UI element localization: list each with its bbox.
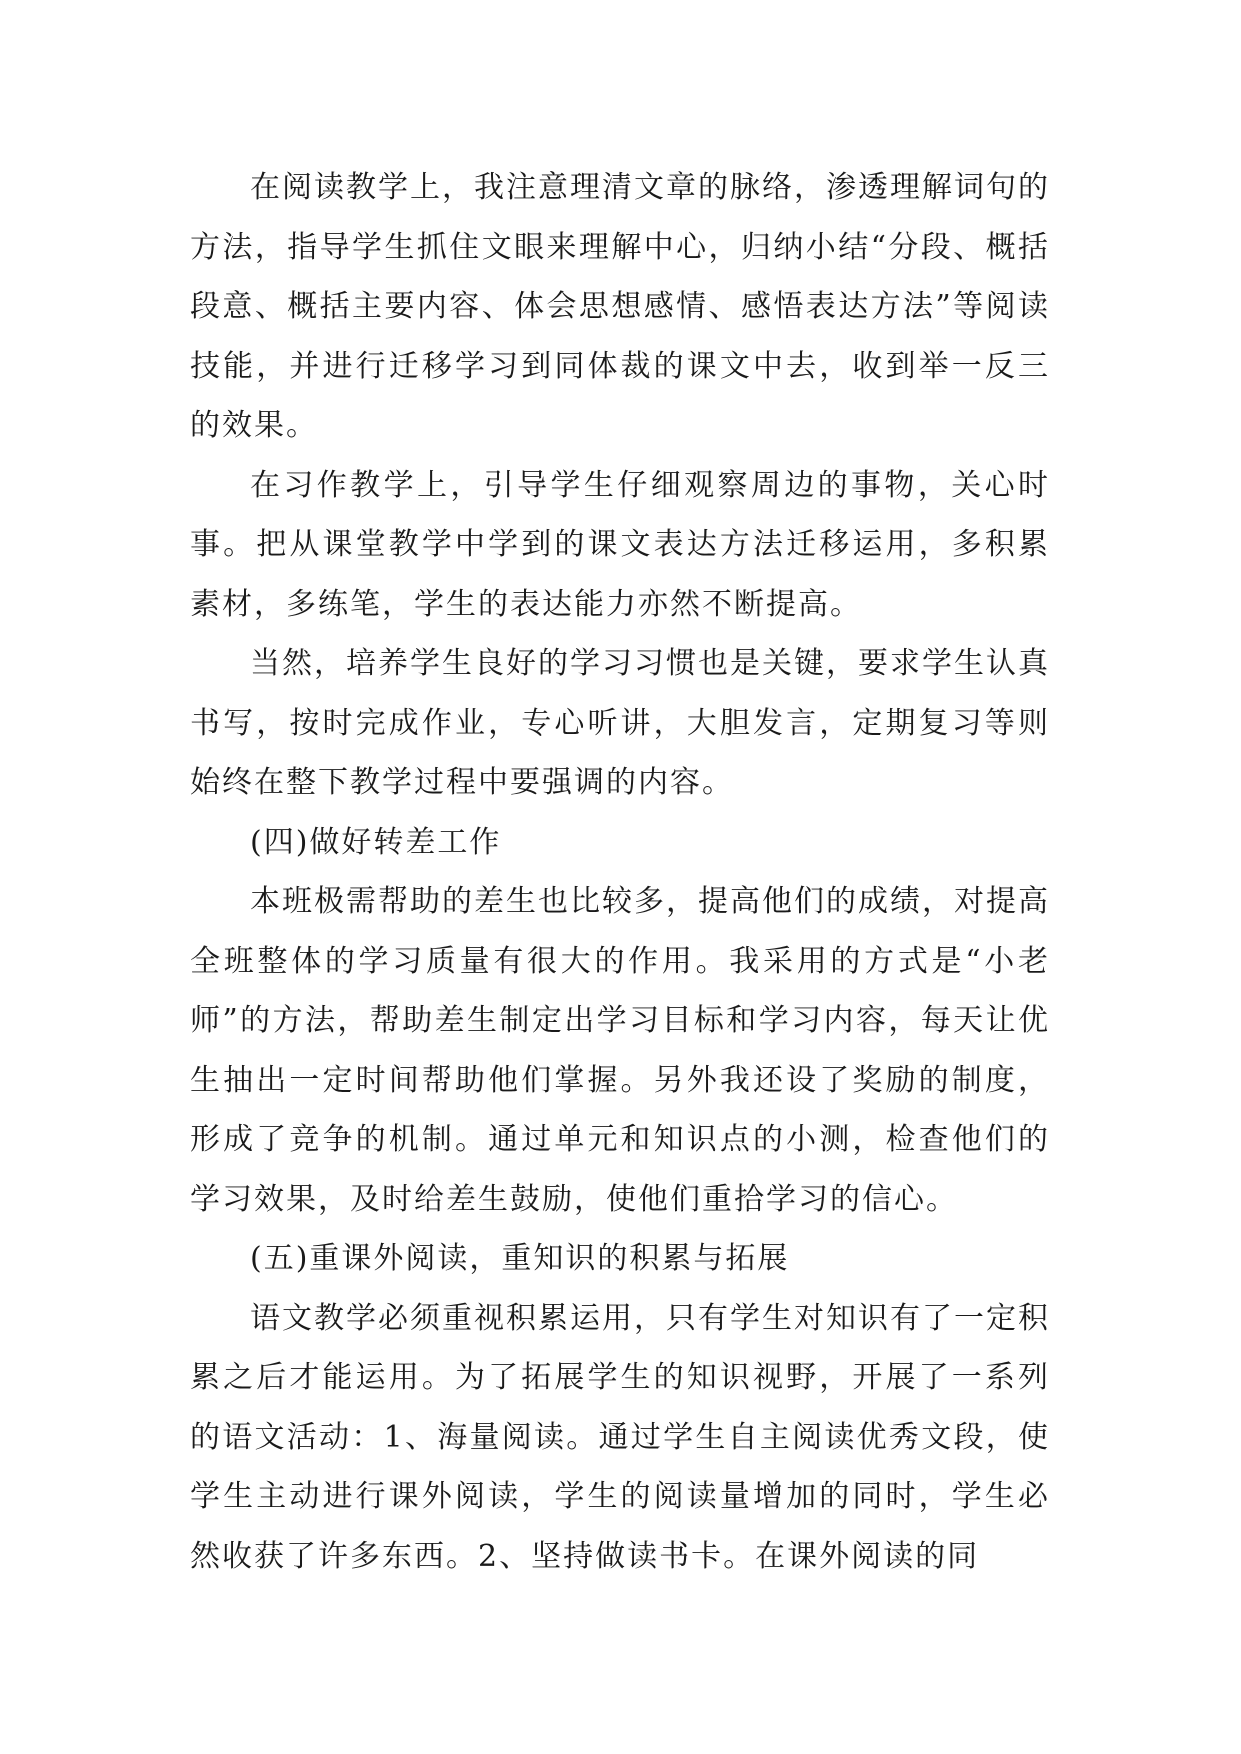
paragraph-writing-teaching: 在习作教学上，引导学生仔细观察周边的事物，关心时事。把从课堂教学中学到的课文表达方法迁移运用，多积累素材，多练笔，学生的表达能力亦然不断提高。 <box>190 467 1050 622</box>
body-text <box>190 158 1050 1586</box>
paragraph-extracurricular-reading: 语文教学必须重视积累运用，只有学生对知识有了一定积累之后才能运用。为了拓展学生的知识视野，开展了一系列的语文活动：1、海量阅读。通过学生自主阅读优秀文段，使学生主动进行课外阅读，学生的阅读量增加的同时，学生必然收获了许多东西。2、坚持做读书卡。在课外阅读的同 <box>190 1300 1050 1574</box>
section-heading-four: (四)做好转差工作 <box>250 824 502 860</box>
paragraph-helping-students: 本班极需帮助的差生也比较多，提高他们的成绩，对提高全班整体的学习质量有很大的作用。我采用的方式是“小老师”的方法，帮助差生制定出学习目标和学习内容，每天让优生抽出一定时间帮助他们掌握。另外我还设了奖励的制度，形成了竞争的机制。通过单元和知识点的小测，检查他们的学习效果，及时给差生鼓励，使他们重拾学习的信心。 <box>190 884 1050 1217</box>
section-heading-five: (五)重课外阅读，重知识的积累与拓展 <box>250 1241 790 1276</box>
paragraph-reading-teaching: 在阅读教学上，我注意理清文章的脉络，渗透理解词句的方法，指导学生抓住文眼来理解中心，归纳小结“分段、概括段意、概括主要内容、体会思想感情、感悟表达方法”等阅读技能，并进行迁移学习到同体裁的课文中去，收到举一反三的效果。 <box>190 170 1050 443</box>
paragraph-study-habits: 当然，培养学生良好的学习习惯也是关键，要求学生认真书写，按时完成作业，专心听讲，大胆发言，定期复习等则始终在整下教学过程中要强调的内容。 <box>190 646 1050 800</box>
